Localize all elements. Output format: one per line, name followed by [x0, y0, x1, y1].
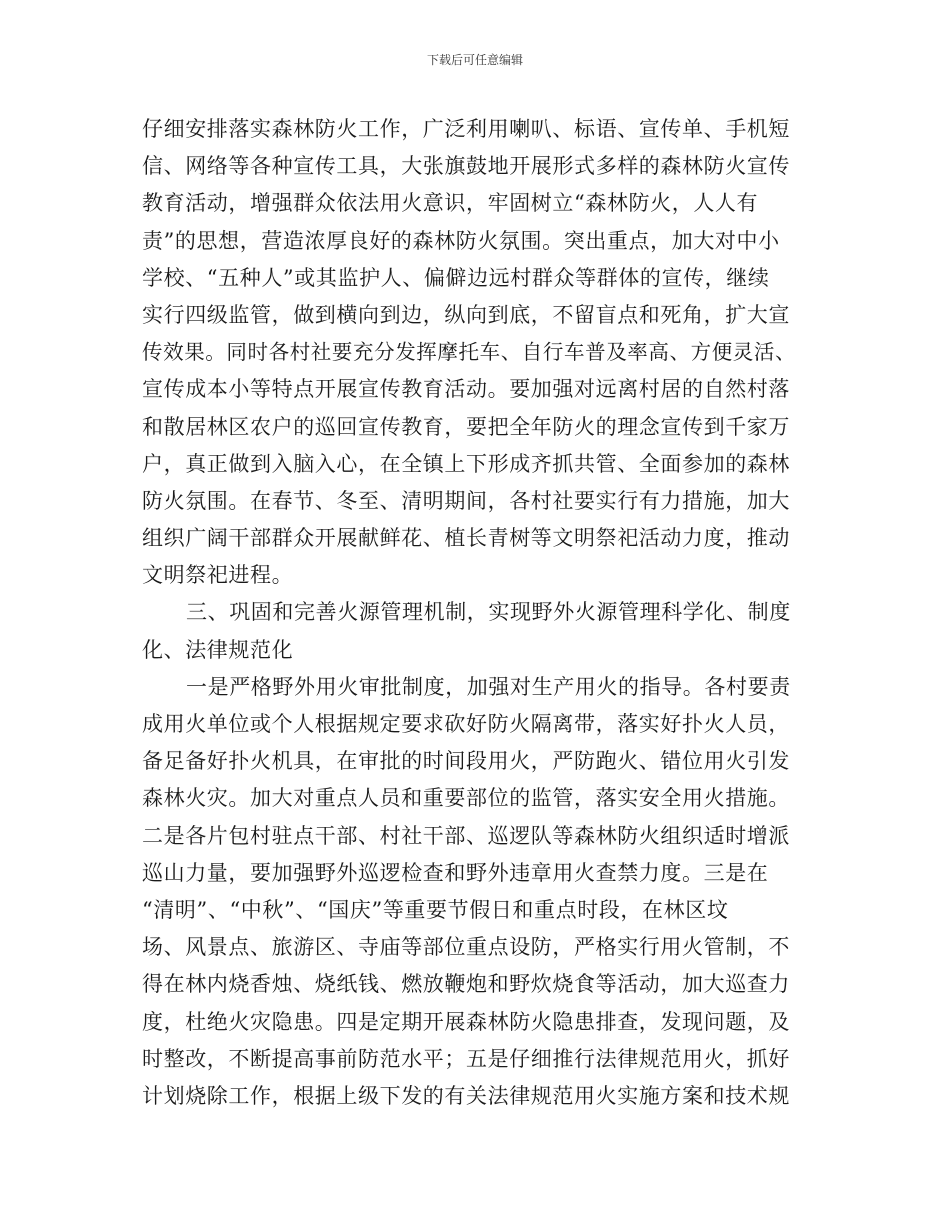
text-line: “清明”、“中秋”、“国庆”等重要节假日和重点时段，在林区坟 — [142, 897, 729, 922]
text-line: 一是严格野外用火审批制度，加强对生产用火的指导。各村要责 — [186, 674, 791, 699]
text-line: 化、法律规范化 — [142, 637, 294, 662]
text-line: 计划烧除工作，根据上级下发的有关法律规范用火实施方案和技术规 — [142, 1083, 790, 1108]
text-line: 宣传成本小等特点开展宣传教育活动。要加强对远离村居的自然村落 — [142, 377, 790, 402]
text-line: 森林火灾。加大对重点人员和重要部位的监管，落实安全用火措施。 — [142, 786, 790, 811]
text-line: 文明祭祀进程。 — [142, 563, 294, 588]
text-line: 二是各片包村驻点干部、村社干部、巡逻队等森林防火组织适时增派 — [142, 823, 790, 848]
text-line: 组织广阔干部群众开展献鲜花、植长青树等文明祭祀活动力度，推动 — [142, 526, 790, 551]
text-line: 防火氛围。在春节、冬至、清明期间，各村社要实行有力措施，加大 — [142, 488, 790, 513]
text-line: 得在林内烧香烛、烧纸钱、燃放鞭炮和野炊烧食等活动，加大巡查力 — [142, 972, 790, 997]
text-line: 成用火单位或个人根据规定要求砍好防火隔离带，落实好扑火人员， — [142, 712, 790, 736]
text-line: 巡山力量，要加强野外巡逻检查和野外违章用火查禁力度。三是在 — [142, 860, 769, 885]
text-line: 场、风景点、旅游区、寺庙等部位重点设防，严格实行用火管制，不 — [142, 935, 790, 960]
text-line: 传效果。同时各村社要充分发挥摩托车、自行车普及率高、方便灵活、 — [142, 340, 797, 365]
text-line: 信、网络等各种宣传工具，大张旗鼓地开展形式多样的森林防火宣传 — [142, 154, 790, 179]
document-body — [142, 111, 797, 1115]
text-line: 责”的思想，营造浓厚良好的森林防火氛围。突出重点，加大对中小 — [142, 228, 780, 253]
text-line: 和散居林区农户的巡回宣传教育，要把全年防火的理念宣传到千家万 — [142, 414, 790, 439]
text-line: 教育活动，增强群众依法用火意识，牢固树立“森林防火，人人有 — [142, 191, 759, 216]
text-line: 备足备好扑火机具，在审批的时间段用火，严防跑火、错位用火引发 — [142, 749, 790, 774]
text-line: 实行四级监管，做到横向到边，纵向到底，不留盲点和死角，扩大宣 — [142, 302, 790, 327]
text-line: 时整改，不断提高事前防范水平；五是仔细推行法律规范用火，抓好 — [142, 1046, 790, 1071]
text-line: 户，真正做到入脑入心，在全镇上下形成齐抓共管、全面参加的森林 — [142, 451, 790, 476]
text-line: 三、巩固和完善火源管理机制，实现野外火源管理科学化、制度 — [186, 600, 791, 625]
text-line: 学校、“五种人”或其监护人、偏僻边远村群众等群体的宣传，继续 — [142, 265, 770, 290]
text-line: 仔细安排落实森林防火工作，广泛利用喇叭、标语、宣传单、手机短 — [142, 117, 790, 141]
page-header: 下载后可任意编辑 — [426, 53, 523, 67]
text-line: 度，杜绝火灾隐患。四是定期开展森林防火隐患排查，发现问题，及 — [142, 1009, 790, 1034]
